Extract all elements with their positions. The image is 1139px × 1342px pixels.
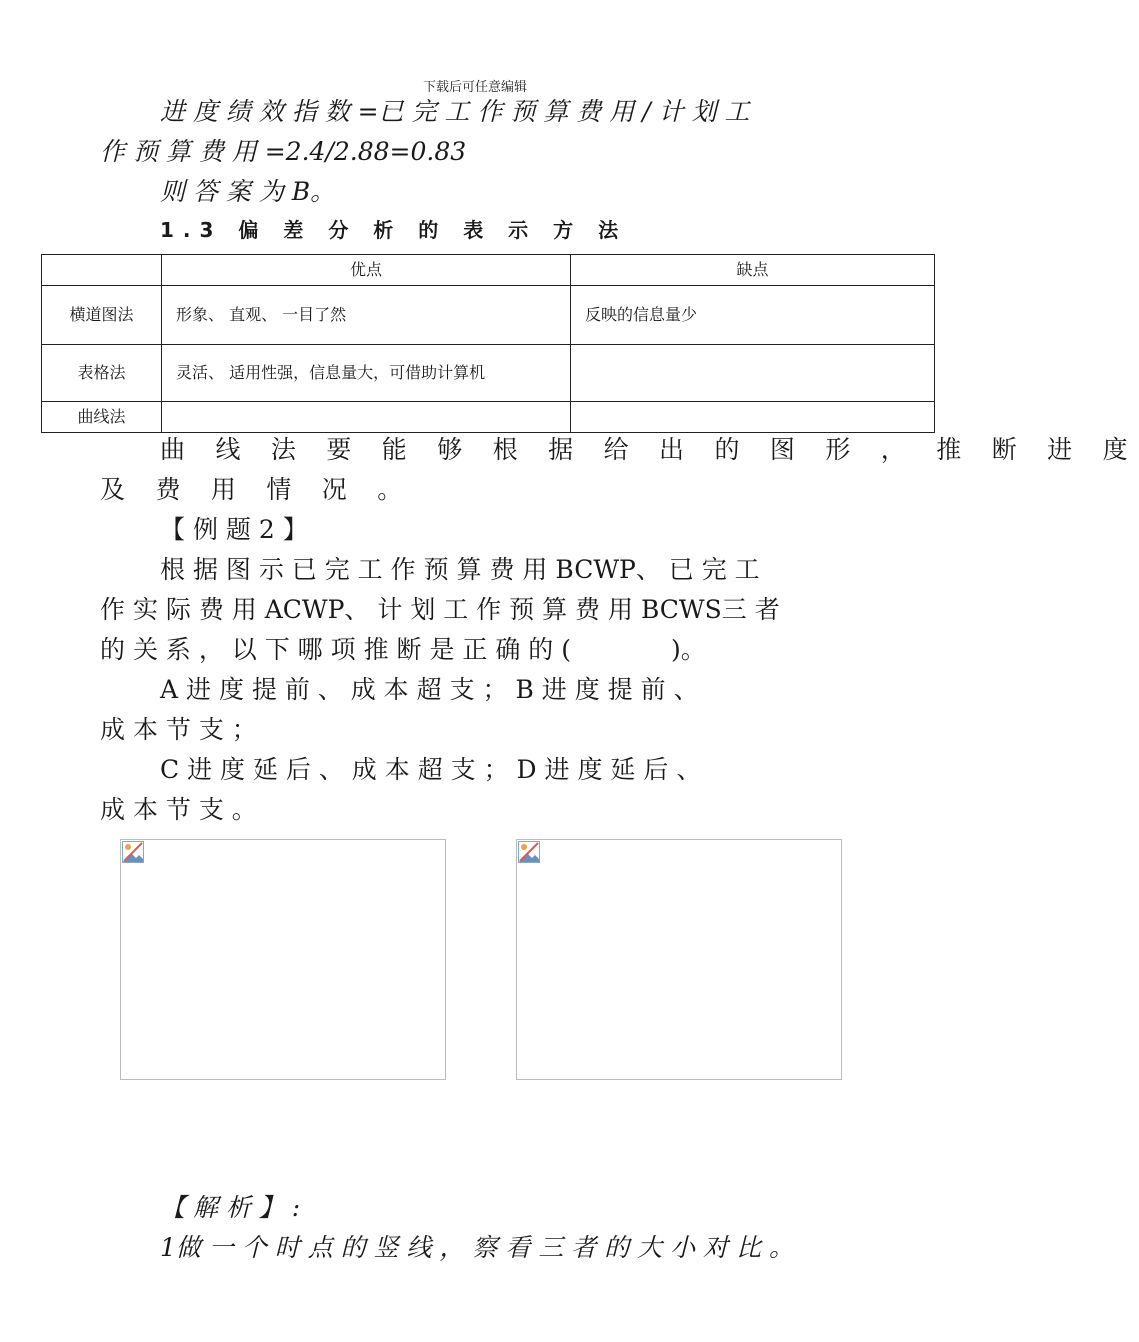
comparison-table [41, 254, 935, 433]
header-note: 下载后可任意编辑 [422, 80, 527, 95]
table-row [42, 402, 935, 433]
table-header-row [42, 255, 935, 286]
cons-cell [571, 402, 935, 433]
chart-image-placeholder-left [120, 839, 446, 1080]
analysis-title: 【 解 析 】 : [160, 1193, 301, 1222]
broken-image-icon [122, 841, 144, 863]
curve-note-line-1: 曲 线 法 要 能 够 根 据 给 出 的 图 形 ， 推 断 进 度 [160, 435, 1139, 464]
broken-image-icon [518, 841, 540, 863]
pros-cell: 灵活、 适用性强，信息量大，可借助计算机 [162, 345, 571, 402]
question-line-2: 作 实 际 费 用 ACWP、 计 划 工 作 预 算 费 用 BCWS三 者 [100, 595, 780, 624]
table-header-cell [42, 255, 162, 286]
pros-cell [162, 402, 571, 433]
method-cell: 表格法 [42, 345, 162, 402]
chart-image-placeholder-right [516, 839, 842, 1080]
curve-note-line-2: 及 费 用 情 况 。 [100, 475, 414, 504]
method-cell: 曲线法 [42, 402, 162, 433]
analysis-line-1: 1做 一 个 时 点 的 竖 线 ， 察 看 三 者 的 大 小 对 比 。 [160, 1233, 794, 1262]
section-heading: 1.3 偏 差 分 析 的 表 示 方 法 [160, 218, 628, 242]
option-line-1: A 进 度 提 前 、 成 本 超 支 ； B 进 度 提 前 、 [160, 675, 699, 704]
question-line-3: 的 关 系 ， 以 下 哪 项 推 断 是 正 确 的 ( )。 [100, 635, 706, 664]
table-row [42, 286, 935, 345]
cons-cell: 反映的信息量少 [571, 286, 935, 345]
formula-line-1: 进 度 绩 效 指 数 =已 完 工 作 预 算 费 用 / 计 划 工 [160, 97, 750, 126]
formula-line-2: 作 预 算 费 用 =2.4/2.88=0.83 [100, 137, 467, 166]
option-line-2: 成 本 节 支 ； [100, 715, 257, 744]
question-line-1: 根 据 图 示 已 完 工 作 预 算 费 用 BCWP、 已 完 工 [160, 555, 760, 584]
cons-cell [571, 345, 935, 402]
method-cell: 横道图法 [42, 286, 162, 345]
option-line-4: 成 本 节 支 。 [100, 795, 257, 824]
table-header-cell: 优点 [162, 255, 571, 286]
answer-line: 则 答 案 为 B。 [160, 177, 336, 206]
pros-cell: 形象、 直观、 一目了然 [162, 286, 571, 345]
option-line-3: C 进 度 延 后 、 成 本 超 支 ； D 进 度 延 后 、 [160, 755, 702, 784]
table-header-cell: 缺点 [571, 255, 935, 286]
example-title: 【 例 题 2 】 [160, 515, 308, 544]
table-row [42, 345, 935, 402]
